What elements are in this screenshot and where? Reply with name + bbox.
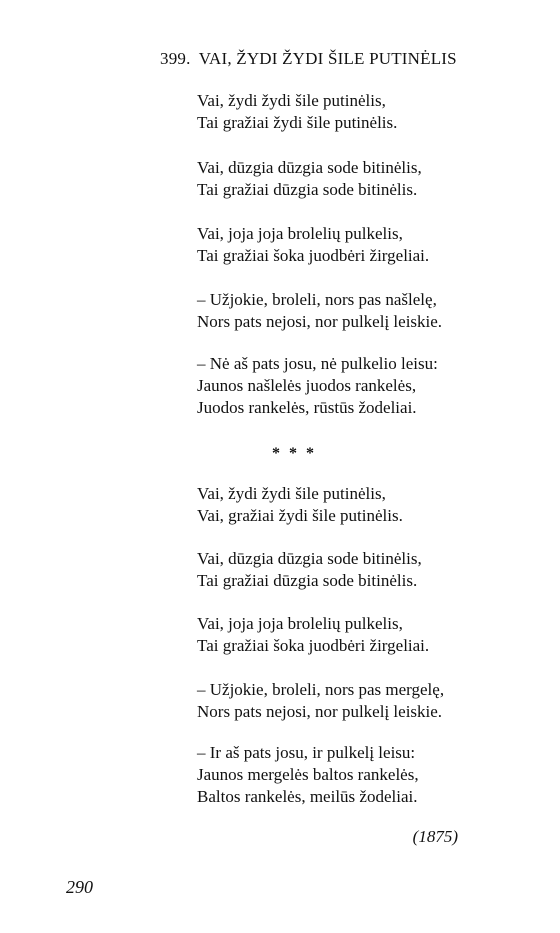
verse-line: – Užjokie, broleli, nors pas našlelę,: [197, 290, 437, 309]
stanza: [197, 353, 438, 419]
verse-line: Vai, dūzgia dūzgia sode bitinėlis,: [197, 158, 422, 177]
verse-line: Tai gražiai žydi šile putinėlis.: [197, 113, 398, 132]
verse-line: Tai gražiai dūzgia sode bitinėlis.: [197, 571, 418, 590]
page-number: 290: [66, 877, 93, 897]
stanza: [197, 742, 419, 808]
poem-title-text: VAI, ŽYDI ŽYDI ŠILE PUTINĖLIS: [198, 49, 457, 68]
stanza: [197, 157, 422, 201]
stanza: [197, 548, 422, 592]
verse-line: – Užjokie, broleli, nors pas mergelę,: [197, 680, 445, 699]
verse-line: Vai, joja joja brolelių pulkelis,: [197, 224, 403, 243]
stanza: [197, 483, 403, 527]
stanza: [197, 223, 429, 267]
verse-line: Tai gražiai šoka juodbėri žirgeliai.: [197, 636, 430, 655]
section-divider: ***: [272, 445, 323, 462]
stanza: [197, 90, 397, 134]
verse-line: Nors pats nejosi, nor pulkelį leiskie.: [197, 312, 443, 331]
verse-line: Vai, gražiai žydi šile putinėlis.: [197, 506, 403, 525]
verse-line: Vai, žydi žydi šile putinėlis,: [197, 484, 386, 503]
verse-line: Tai gražiai dūzgia sode bitinėlis.: [197, 180, 418, 199]
verse-line: Nors pats nejosi, nor pulkelį leiskie.: [197, 702, 443, 721]
poem-number: 399.: [160, 49, 191, 68]
verse-line: – Nė aš pats josu, nė pulkelio leisu:: [197, 354, 438, 373]
verse-line: Vai, dūzgia dūzgia sode bitinėlis,: [197, 549, 422, 568]
poem-title: [160, 48, 457, 70]
stanza: [197, 613, 429, 657]
verse-line: Baltos rankelės, meilūs žodeliai.: [197, 787, 418, 806]
verse-line: Tai gražiai šoka juodbėri žirgeliai.: [197, 246, 430, 265]
verse-line: Vai, žydi žydi šile putinėlis,: [197, 91, 386, 110]
verse-line: Juodos rankelės, rūstūs žodeliai.: [197, 398, 417, 417]
stanza: [197, 289, 442, 333]
poem-date: (1875): [412, 827, 458, 846]
stanza: [197, 679, 444, 723]
verse-line: – Ir aš pats josu, ir pulkelį leisu:: [197, 743, 416, 762]
verse-line: Jaunos našlelės juodos rankelės,: [197, 376, 417, 395]
verse-line: Jaunos mergelės baltos rankelės,: [197, 765, 419, 784]
verse-line: Vai, joja joja brolelių pulkelis,: [197, 614, 403, 633]
